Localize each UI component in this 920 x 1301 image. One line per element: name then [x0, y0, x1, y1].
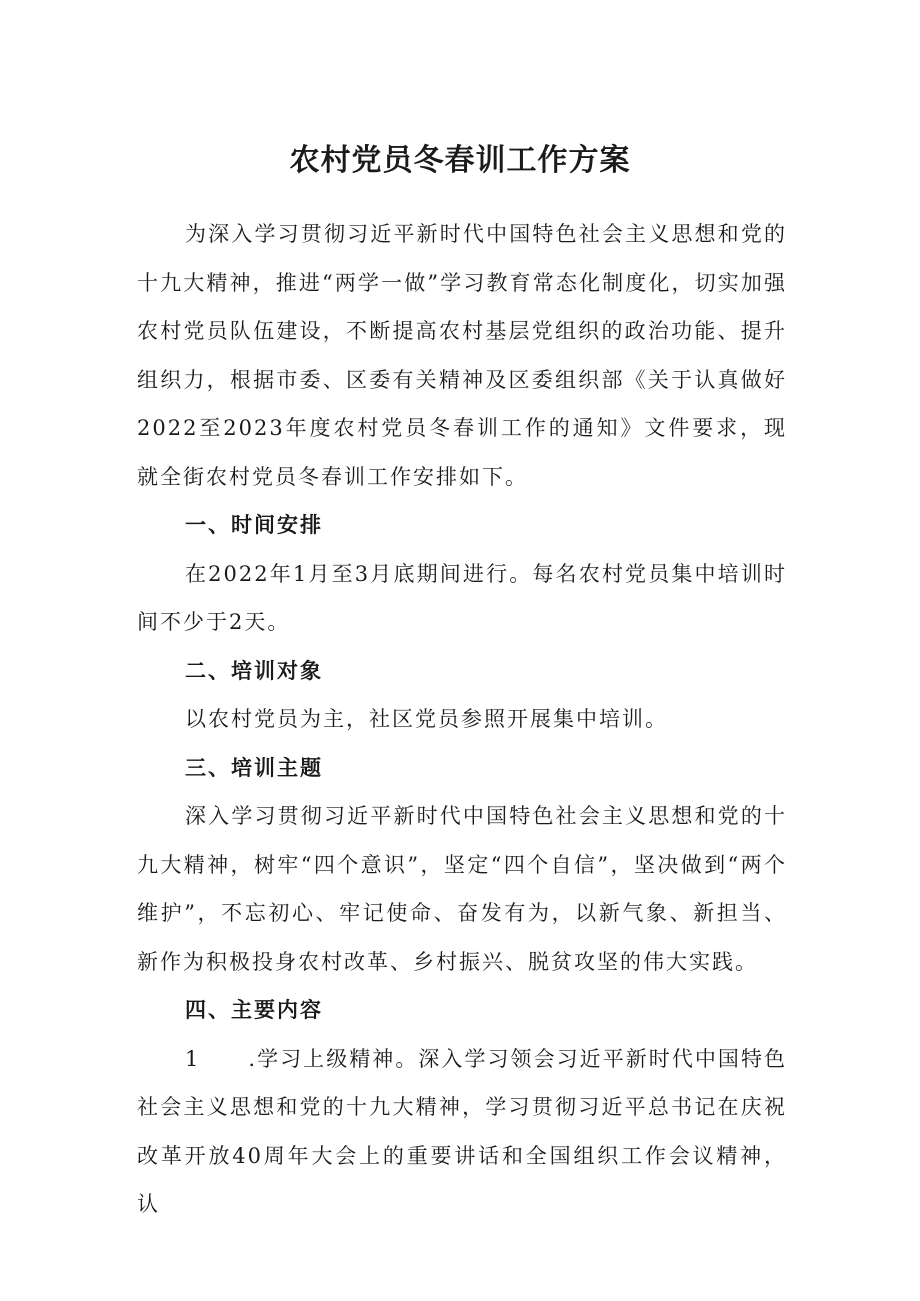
section-body-theme: 深入学习贯彻习近平新时代中国特色社会主义思想和党的十九大精神，树牢“四个意识”，坚定“四个自信”，坚决做到“两个维护”，不忘初心、牢记使命、奋发有为，以新气象、新担当、新作为积极投身农村改革、乡村振兴、脱贫攻坚的伟大实践。 [137, 804, 787, 974]
section-heading-content: 四、主要内容 [185, 998, 323, 1022]
intro-paragraph: 为深入学习贯彻习近平新时代中国特色社会主义思想和党的十九大精神，推进“两学一做”学习教育常态化制度化，切实加强农村党员队伍建设，不断提高农村基层党组织的政治功能、提升组织力，根据市委、区委有关精神及区委组织部《关于认真做好2022至2023年度农村党员冬春训工作的通知》文件要求，现就全街农村党员冬春训工作安排如下。 [137, 222, 787, 489]
document-title: 农村党员冬春训工作方案 [289, 143, 631, 178]
section-body-schedule: 在2022年1月至3月底期间进行。每名农村党员集中培训时间不少于2天。 [137, 561, 787, 634]
content-item-1 [137, 1035, 787, 1229]
section-heading-schedule: 一、时间安排 [185, 513, 323, 537]
section-heading-theme: 三、培训主题 [185, 755, 323, 780]
content-item-text: .学习上级精神。深入学习领会习近平新时代中国特色社会主义思想和党的十九大精神，学习贯彻习近平总书记在庆祝改革开放40周年大会上的重要讲话和全国组织工作会议精神，认 [137, 1046, 787, 1216]
section-heading-audience: 二、培训对象 [185, 658, 323, 683]
section-body-audience: 以农村党员为主，社区党员参照开展集中培训。 [185, 707, 668, 731]
document-body [137, 210, 787, 1229]
content-item-number: 1 [185, 1046, 201, 1071]
